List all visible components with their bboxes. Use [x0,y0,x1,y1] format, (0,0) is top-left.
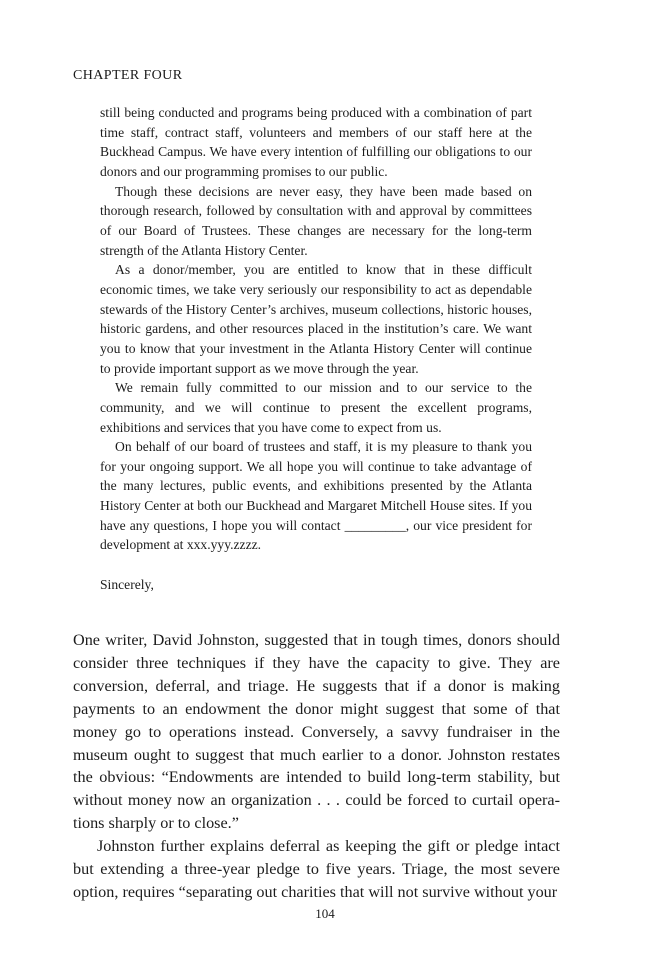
letter-excerpt [100,103,532,595]
body-paragraph: One writer, David Johnston, suggested that in tough times, donors should consider three techniques if they have the capacity to give. They are conversion, deferral, and triage. He suggests that if a donor is making payments to an endowment the donor might suggest that some of that money go to operations instead. Conversely, a savvy fundraiser in the museum ought to suggest that much earlier to a donor. Johnston restates the obvious: “Endowments are intended to build long-term stability, but without money now an organization . . . could be forced to curtail operations sharply or to close.” [73,631,560,833]
letter-closing: Sincerely, [100,577,154,593]
letter-paragraph: still being conducted and programs being produced with a combination of part time staff, contract staff, volunteers and members of our staff here at the Buckhead Campus. We have every intention of fulfilling our obligations to our donors and our programming promises to our public. [100,105,532,179]
letter-paragraph: On behalf of our board of trustees and staff, it is my pleasure to thank you for your ongoing support. We all hope you will continue to take advantage of the many lectures, public events, and exhibitions presented by the Atlanta History Center at both our Buckhead and Margaret Mitchell House sites. If you have any questions, I hope you will contact _________, our vice president for development at xxx.yyy.zzzz. [100,439,532,553]
body-paragraph: Johnston further explains deferral as keeping the gift or pledge intact but extending a three-year pledge to five years. Triage, the most severe option, requires “separating out charities that will not survive without your [73,837,560,901]
body-text [73,629,560,904]
page-number: 104 [315,906,335,921]
letter-paragraph: We remain fully committed to our mission and to our service to the community, and we will continue to present the excellent programs, exhibitions and services that you have come to expect from us. [100,380,532,435]
running-head: CHAPTER FOUR [73,68,183,83]
letter-paragraph: As a donor/member, you are entitled to know that in these difficult economic times, we take very seriously our responsibility to act as dependable stewards of the History Center’s archives, museum collections, historic houses, historic gardens, and other resources placed in the institution’s care. We want you to know that your investment in the Atlanta History Center will continue to provide important support as we move through the year. [100,262,532,376]
letter-paragraph: Though these decisions are never easy, they have been made based on thorough research, followed by consultation with and approval by committees of our Board of Trustees. These changes are necessary for the long-term strength of the Atlanta History Center. [100,183,532,258]
